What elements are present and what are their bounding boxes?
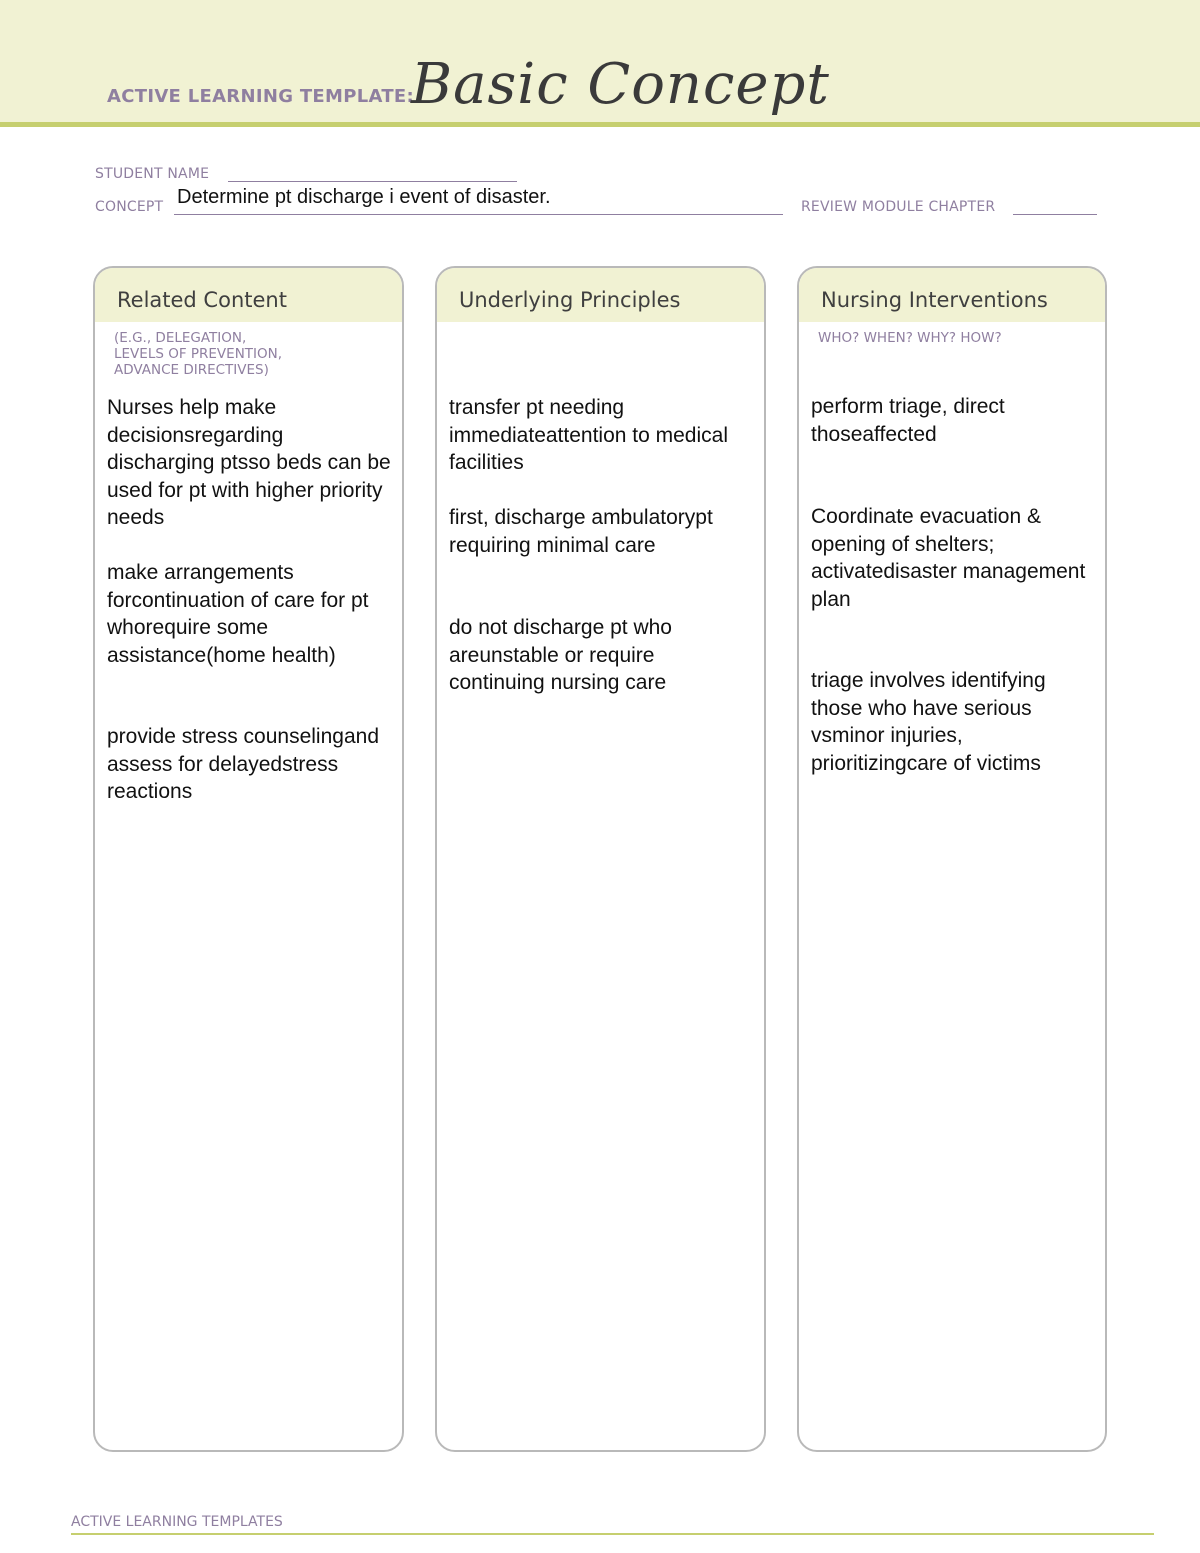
nursing-interventions-title: Nursing Interventions — [821, 288, 1048, 312]
concept-field[interactable]: Determine pt discharge i event of disaster. — [177, 186, 551, 208]
related-content-examples — [114, 330, 282, 378]
nursing-interventions-header — [799, 268, 1105, 322]
examples-line: ADVANCE DIRECTIVES) — [114, 362, 269, 378]
template-label: ACTIVE LEARNING TEMPLATE: — [107, 86, 414, 107]
footer-divider — [71, 1533, 1154, 1535]
related-content-entry[interactable]: Nurses help make decisionsregarding discharging ptsso beds can be used for pt with higher priority needs — [107, 396, 391, 529]
examples-line: LEVELS OF PREVENTION, — [114, 346, 283, 362]
underlying-principles-entry[interactable]: do not discharge pt who areunstable or require continuing nursing care — [449, 616, 672, 694]
underlying-principles-column — [435, 266, 766, 1452]
nursing-interventions-entry[interactable]: triage involves identifying those who have serious vsminor injuries, prioritizingcare of victims — [811, 669, 1046, 775]
footer-label: ACTIVE LEARNING TEMPLATES — [71, 1514, 283, 1530]
underlying-principles-title: Underlying Principles — [459, 288, 681, 312]
related-content-header — [95, 268, 402, 322]
header-divider — [0, 122, 1200, 127]
review-module-chapter-label: REVIEW MODULE CHAPTER — [801, 199, 996, 215]
review-module-chapter-line — [1013, 214, 1097, 215]
examples-line: (E.G., DELEGATION, — [114, 330, 247, 346]
underlying-principles-header — [437, 268, 764, 322]
related-content-entry[interactable]: provide stress counselingand assess for delayedstress reactions — [107, 725, 379, 803]
template-title: Basic Concept — [411, 52, 830, 117]
nursing-interventions-column — [797, 266, 1107, 1452]
related-content-column — [93, 266, 404, 1452]
nursing-interventions-entry[interactable]: perform triage, direct thoseaffected — [811, 395, 1005, 446]
student-name-line — [228, 181, 517, 182]
student-name-label: STUDENT NAME — [95, 166, 210, 182]
nursing-interventions-entry[interactable]: Coordinate evacuation & opening of shelters; activatedisaster management plan — [811, 505, 1086, 611]
underlying-principles-entry[interactable]: transfer pt needing immediateattention to medical facilities — [449, 396, 728, 474]
concept-label: CONCEPT — [95, 199, 164, 215]
concept-line — [174, 214, 783, 215]
underlying-principles-entry[interactable]: first, discharge ambulatorypt requiring minimal care — [449, 506, 713, 557]
nursing-interventions-prompt: WHO? WHEN? WHY? HOW? — [818, 330, 1002, 346]
related-content-entry[interactable]: make arrangements forcontinuation of care for pt whorequire some assistance(home health) — [107, 561, 369, 667]
related-content-title: Related Content — [117, 288, 287, 312]
